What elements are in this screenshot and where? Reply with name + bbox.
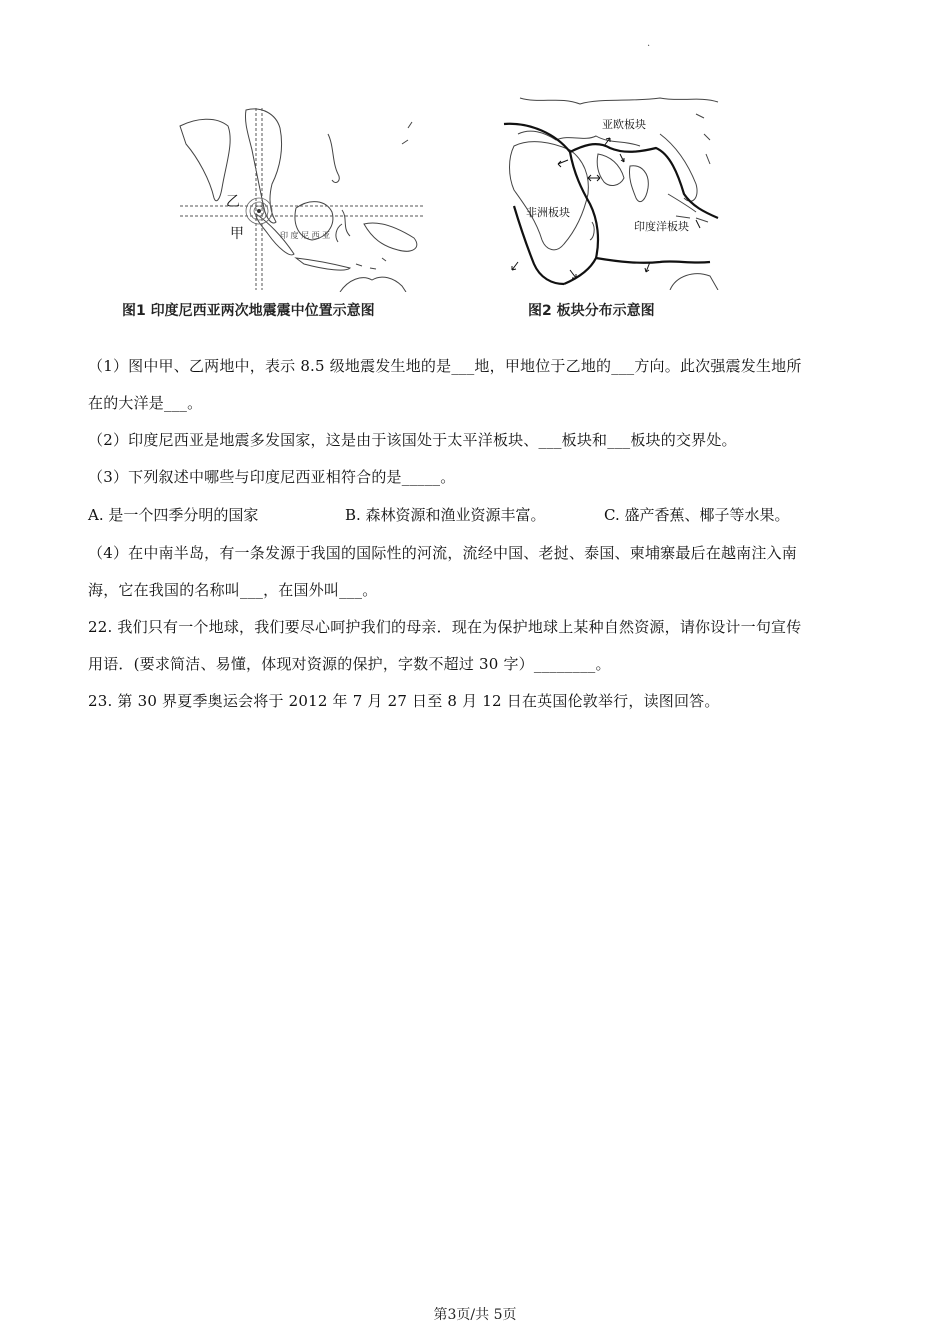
question-3: （3）下列叙述中哪些与印度尼西亚相符合的是_____。 [88, 468, 456, 486]
label-eurasia: 亚欧板块 [602, 118, 646, 131]
question-22-line1: 22. 我们只有一个地球，我们要尽心呵护我们的母亲．现在为保护地球上某种自然资源，请你设计一句宣传 [88, 618, 802, 636]
figure2-caption: 图2 板块分布示意图 [528, 303, 655, 319]
figure1-map [176, 104, 428, 292]
page-footer: 第3页/共 5页 [433, 1307, 517, 1323]
option-c: C. 盛产香蕉、椰子等水果。 [604, 506, 790, 524]
figure1-caption: 图1 印度尼西亚两次地震震中位置示意图 [122, 303, 375, 319]
label-yi: 乙 [226, 194, 240, 210]
label-africa: 非洲板块 [526, 206, 570, 219]
question-4-line2: 海，它在我国的名称叫___，在国外叫___。 [88, 581, 378, 599]
option-a: A. 是一个四季分明的国家 [88, 506, 259, 524]
label-jia: 甲 [230, 226, 244, 242]
label-indonesia: 印 度 尼 西 亚 [280, 231, 331, 240]
label-indian: 印度洋板块 [634, 220, 689, 233]
question-4-line1: （4）在中南半岛，有一条发源于我国的国际性的河流，流经中国、老挝、泰国、柬埔寨最后在越南注入南 [88, 544, 797, 562]
question-1-line1: （1）图中甲、乙两地中，表示 8.5 级地震发生地的是___地，甲地位于乙地的___方向。此次强震发生地所 [88, 357, 802, 375]
figure2-map [500, 94, 722, 290]
question-2: （2）印度尼西亚是地震多发国家，这是由于该国处于太平洋板块、___板块和___板块的交界处。 [88, 431, 737, 449]
question-1-line2: 在的大洋是___。 [88, 394, 203, 412]
header-mark: . [647, 38, 651, 49]
question-22-line2: 用语．(要求简洁、易懂，体现对资源的保护，字数不超过 30 字）________。 [88, 655, 611, 673]
option-b: B. 森林资源和渔业资源丰富。 [345, 506, 546, 524]
question-23: 23. 第 30 界夏季奥运会将于 2012 年 7 月 27 日至 8 月 12 日在英国伦敦举行，读图回答。 [88, 692, 720, 710]
